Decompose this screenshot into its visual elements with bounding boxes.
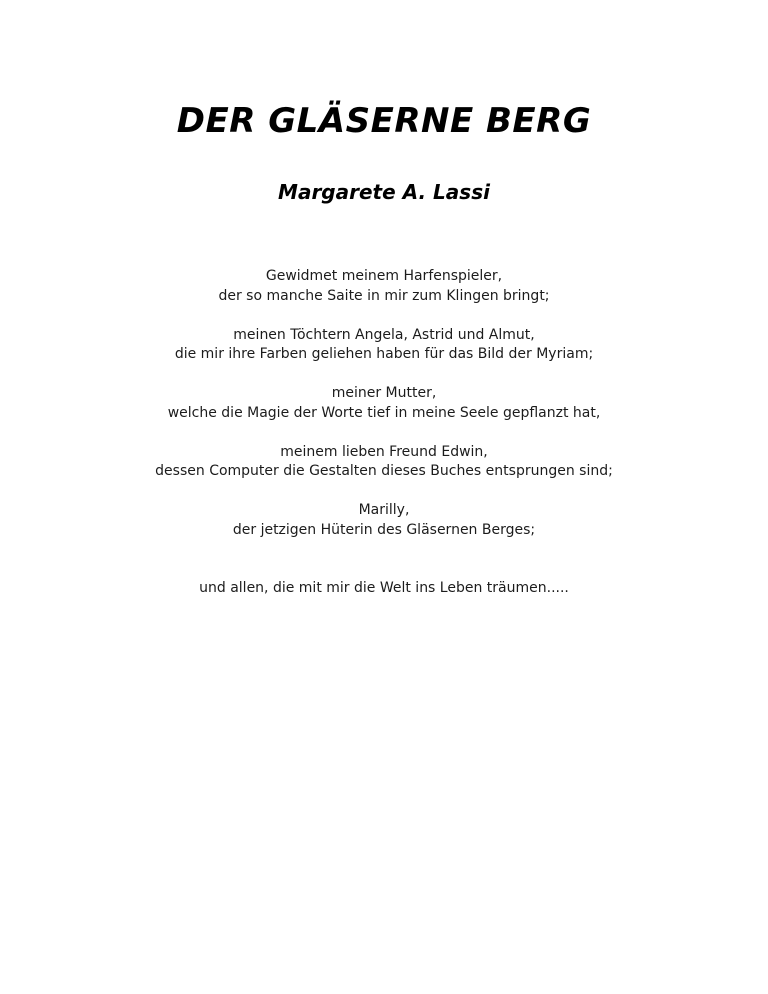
dedication-paragraph-harfenspieler (0, 267, 768, 306)
dedication-line: Gewidmet meinem Harfenspieler, (265, 268, 503, 285)
dedication-paragraph-toechter (0, 326, 768, 365)
dedication-paragraph-edwin (0, 443, 768, 482)
dedication-line: meinem lieben Freund Edwin, (280, 443, 488, 460)
author-name: Margarete A. Lassi (278, 180, 490, 205)
dedication-paragraph-mutter (0, 384, 768, 423)
dedication-block (0, 267, 768, 599)
dedication-line: der so manche Saite in mir zum Klingen bringt; (218, 287, 550, 304)
book-title: DER GLÄSERNE BERG (176, 101, 592, 141)
dedication-line: die mir ihre Farben geliehen haben für das Bild der Myriam; (174, 346, 594, 363)
dedication-line: Marilly, (358, 502, 410, 519)
dedication-line: meiner Mutter, (331, 385, 437, 402)
dedication-paragraph-marilly (0, 501, 768, 540)
dedication-line: und allen, die mit mir die Welt ins Leben träumen..... (199, 580, 569, 597)
dedication-line: der jetzigen Hüterin des Gläsernen Berges; (232, 521, 536, 538)
dedication-line: dessen Computer die Gestalten dieses Buches entsprungen sind; (155, 463, 613, 480)
dedication-line: meinen Töchtern Angela, Astrid und Almut, (233, 326, 535, 343)
dedication-line: welche die Magie der Worte tief in meine Seele gepflanzt hat, (167, 404, 601, 421)
dedication-paragraph-closing (0, 579, 768, 599)
